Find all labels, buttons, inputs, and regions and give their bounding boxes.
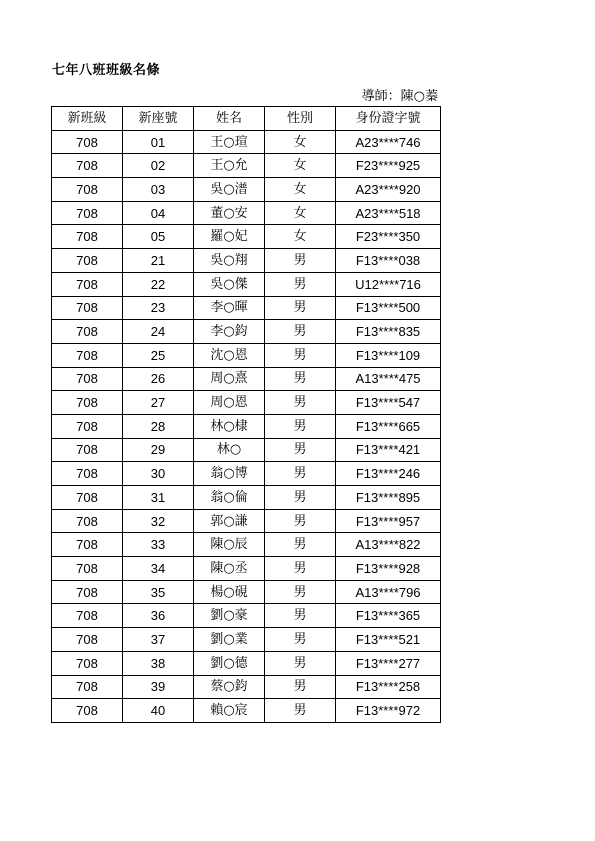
header-new-seat: 新座號 [123,107,194,131]
cell-class: 708 [52,201,123,225]
cell-name: 蔡○鈞 [194,675,265,699]
cell-gender: 男 [265,557,336,581]
cell-seat: 03 [123,178,194,202]
table-row [52,320,441,344]
cell-id-number: F13****835 [336,320,441,344]
cell-gender: 男 [265,628,336,652]
cell-gender: 男 [265,367,336,391]
table-row [52,509,441,533]
cell-seat: 28 [123,414,194,438]
cell-seat: 26 [123,367,194,391]
cell-class: 708 [52,580,123,604]
cell-gender: 男 [265,320,336,344]
cell-gender: 男 [265,249,336,273]
cell-seat: 39 [123,675,194,699]
cell-class: 708 [52,225,123,249]
cell-seat: 32 [123,509,194,533]
cell-class: 708 [52,486,123,510]
document-title: 七年八班班級名條 [52,63,161,78]
cell-gender: 男 [265,699,336,723]
cell-name: 李○鈞 [194,320,265,344]
cell-name: 楊○硯 [194,580,265,604]
cell-name: 林○ [194,438,265,462]
cell-gender: 女 [265,178,336,202]
cell-class: 708 [52,343,123,367]
table-row [52,391,441,415]
table-row [52,272,441,296]
cell-seat: 35 [123,580,194,604]
cell-name: 劉○德 [194,651,265,675]
cell-id-number: F13****109 [336,343,441,367]
table-row [52,343,441,367]
cell-name: 董○安 [194,201,265,225]
cell-gender: 男 [265,272,336,296]
table-row [52,462,441,486]
table-row [52,130,441,154]
cell-class: 708 [52,628,123,652]
table-row [52,675,441,699]
cell-class: 708 [52,178,123,202]
cell-class: 708 [52,272,123,296]
cell-seat: 36 [123,604,194,628]
cell-class: 708 [52,462,123,486]
cell-seat: 05 [123,225,194,249]
cell-seat: 40 [123,699,194,723]
cell-seat: 29 [123,438,194,462]
table-row [52,201,441,225]
cell-gender: 女 [265,130,336,154]
cell-class: 708 [52,557,123,581]
table-row [52,604,441,628]
table-row [52,225,441,249]
table-row [52,486,441,510]
cell-class: 708 [52,675,123,699]
cell-seat: 24 [123,320,194,344]
cell-seat: 04 [123,201,194,225]
header-id-number: 身份證字號 [336,107,441,131]
cell-id-number: F13****421 [336,438,441,462]
cell-name: 吳○潽 [194,178,265,202]
cell-class: 708 [52,699,123,723]
cell-id-number: F13****277 [336,651,441,675]
teacher-label: 導師：陳○蓁 [361,89,438,104]
cell-gender: 男 [265,651,336,675]
table-row [52,651,441,675]
cell-seat: 21 [123,249,194,273]
cell-name: 賴○宸 [194,699,265,723]
cell-id-number: F23****925 [336,154,441,178]
table-row [52,438,441,462]
header-gender: 性別 [265,107,336,131]
cell-seat: 27 [123,391,194,415]
cell-seat: 37 [123,628,194,652]
table-row [52,154,441,178]
cell-id-number: A23****746 [336,130,441,154]
cell-name: 周○熹 [194,367,265,391]
cell-name: 林○棣 [194,414,265,438]
table-row [52,557,441,581]
cell-name: 翁○博 [194,462,265,486]
table-row [52,533,441,557]
cell-id-number: F13****500 [336,296,441,320]
cell-class: 708 [52,296,123,320]
cell-class: 708 [52,249,123,273]
table-row [52,699,441,723]
cell-class: 708 [52,533,123,557]
cell-gender: 男 [265,486,336,510]
cell-name: 周○恩 [194,391,265,415]
cell-name: 吳○翔 [194,249,265,273]
cell-gender: 男 [265,509,336,533]
table-row [52,367,441,391]
cell-id-number: F13****246 [336,462,441,486]
table-row [52,580,441,604]
cell-id-number: F13****972 [336,699,441,723]
cell-seat: 33 [123,533,194,557]
cell-name: 王○允 [194,154,265,178]
cell-seat: 31 [123,486,194,510]
cell-id-number: U12****716 [336,272,441,296]
cell-id-number: F13****547 [336,391,441,415]
cell-seat: 25 [123,343,194,367]
cell-id-number: A23****518 [336,201,441,225]
class-roster-table [51,106,441,723]
cell-id-number: A13****475 [336,367,441,391]
cell-gender: 女 [265,201,336,225]
cell-class: 708 [52,130,123,154]
cell-class: 708 [52,651,123,675]
cell-id-number: A13****822 [336,533,441,557]
cell-name: 李○暉 [194,296,265,320]
cell-seat: 02 [123,154,194,178]
cell-gender: 男 [265,438,336,462]
roster-body [52,130,441,722]
cell-class: 708 [52,391,123,415]
cell-id-number: A13****796 [336,580,441,604]
cell-gender: 男 [265,391,336,415]
cell-id-number: F13****928 [336,557,441,581]
cell-gender: 男 [265,580,336,604]
table-row [52,249,441,273]
cell-class: 708 [52,320,123,344]
cell-name: 陳○丞 [194,557,265,581]
cell-name: 沈○恩 [194,343,265,367]
header-new-class: 新班級 [52,107,123,131]
header-row [52,107,441,131]
cell-class: 708 [52,367,123,391]
cell-seat: 34 [123,557,194,581]
cell-seat: 01 [123,130,194,154]
cell-name: 陳○辰 [194,533,265,557]
cell-id-number: F13****365 [336,604,441,628]
header-name: 姓名 [194,107,265,131]
cell-id-number: F13****258 [336,675,441,699]
table-row [52,414,441,438]
cell-class: 708 [52,509,123,533]
cell-class: 708 [52,154,123,178]
cell-id-number: F13****957 [336,509,441,533]
cell-gender: 女 [265,225,336,249]
cell-gender: 男 [265,462,336,486]
cell-seat: 23 [123,296,194,320]
cell-seat: 30 [123,462,194,486]
cell-gender: 男 [265,296,336,320]
cell-name: 郭○謙 [194,509,265,533]
table-row [52,296,441,320]
cell-gender: 男 [265,343,336,367]
cell-gender: 男 [265,414,336,438]
cell-seat: 22 [123,272,194,296]
cell-id-number: F13****895 [336,486,441,510]
table-row [52,178,441,202]
cell-id-number: F13****521 [336,628,441,652]
cell-class: 708 [52,414,123,438]
table-row [52,628,441,652]
cell-seat: 38 [123,651,194,675]
cell-gender: 男 [265,604,336,628]
cell-name: 劉○業 [194,628,265,652]
cell-class: 708 [52,438,123,462]
cell-id-number: F23****350 [336,225,441,249]
cell-id-number: F13****665 [336,414,441,438]
cell-name: 王○瑄 [194,130,265,154]
cell-name: 劉○豪 [194,604,265,628]
cell-class: 708 [52,604,123,628]
cell-id-number: F13****038 [336,249,441,273]
cell-name: 翁○倫 [194,486,265,510]
cell-gender: 男 [265,675,336,699]
cell-id-number: A23****920 [336,178,441,202]
cell-name: 吳○傑 [194,272,265,296]
cell-name: 羅○妃 [194,225,265,249]
cell-gender: 男 [265,533,336,557]
cell-gender: 女 [265,154,336,178]
